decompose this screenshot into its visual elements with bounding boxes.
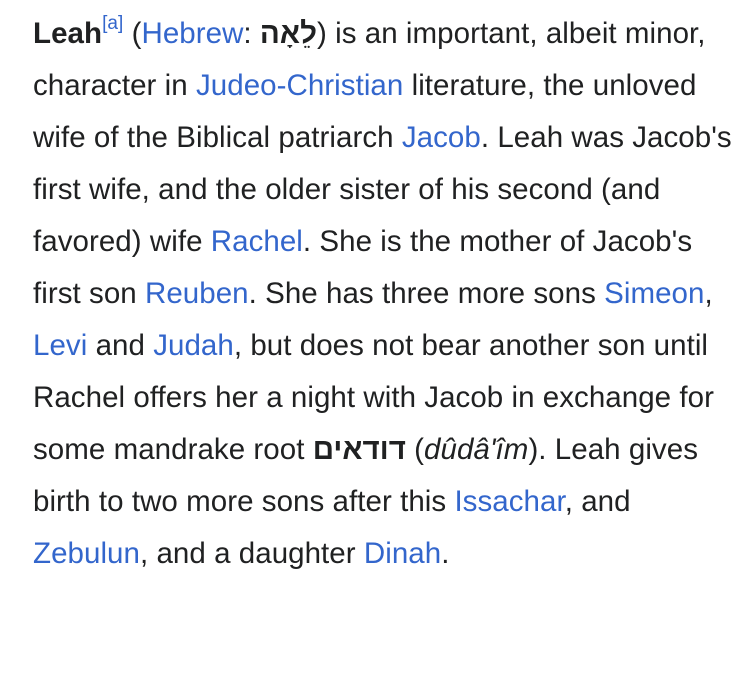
text-segment-12: , and a daughter xyxy=(139,537,364,570)
link-jacob[interactable]: Jacob xyxy=(401,121,481,154)
link-zebulun[interactable]: Zebulun xyxy=(33,537,140,570)
text-segment-9: ( xyxy=(405,433,425,466)
text-segment-11: , and xyxy=(564,485,631,518)
text-segment-1: ) is an important, albeit minor, character in xyxy=(33,17,706,102)
link-hebrew[interactable]: Hebrew xyxy=(141,17,244,50)
text-segment-3: . Leah was Jacob's first wife, and the older sister of his second (and favored) wife xyxy=(33,121,732,258)
link-judeo-christian[interactable]: Judeo-Christian xyxy=(195,69,404,102)
lead-paragraph xyxy=(33,8,733,580)
text-segment-4: . She is the mother of Jacob's first son xyxy=(33,225,693,310)
link-dinah[interactable]: Dinah xyxy=(363,537,442,570)
link-reuben[interactable]: Reuben xyxy=(144,277,249,310)
hebrew-name: לֵאָה xyxy=(259,17,317,50)
article-body xyxy=(33,8,733,580)
link-levi[interactable]: Levi xyxy=(33,329,88,362)
transliteration: dûdâ'îm xyxy=(424,433,529,466)
hebrew-mandrake: דודאים xyxy=(312,433,406,466)
text-segment-7: and xyxy=(87,329,154,362)
text-segment-13: . xyxy=(441,537,450,570)
link-judah[interactable]: Judah xyxy=(153,329,234,362)
link-issachar[interactable]: Issachar xyxy=(454,485,565,518)
text-segment-5: . She has three more sons xyxy=(248,277,605,310)
link-rachel[interactable]: Rachel xyxy=(210,225,303,258)
text-hebrew-sep: : xyxy=(243,17,260,50)
footnote-link[interactable]: [a] xyxy=(102,13,124,35)
text-open-paren: ( xyxy=(123,17,142,50)
text-segment-6: , xyxy=(704,277,713,310)
text-segment-10: ). Leah gives birth to two more sons after this xyxy=(33,433,698,518)
article-subject: Leah xyxy=(33,17,103,50)
footnote-ref[interactable] xyxy=(102,13,123,34)
text-segment-8: , but does not bear another son until Rachel offers her a night with Jacob in exchange for some mandrake root xyxy=(33,329,714,466)
link-simeon[interactable]: Simeon xyxy=(604,277,705,310)
text-segment-2: literature, the unloved wife of the Biblical patriarch xyxy=(33,69,697,154)
